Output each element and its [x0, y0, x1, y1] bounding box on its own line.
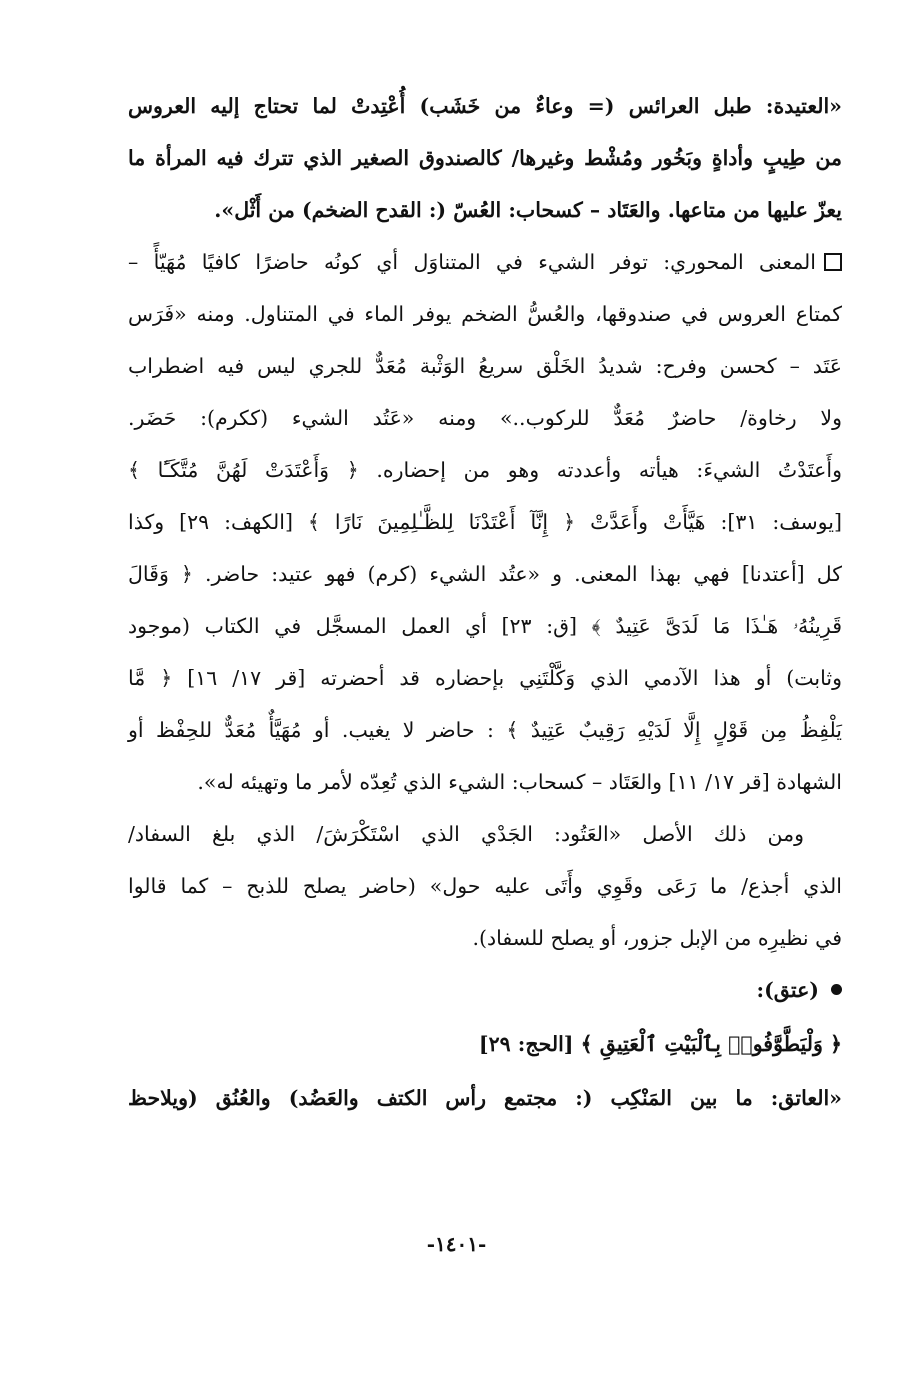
closing-line: «العاتق: ما بين المَنْكِب (: مجتمع رأس الكتف والعَضُد) والعُنُق (ويلاحظ — [128, 1086, 842, 1110]
definition-line: من طِيبٍ وأداةٍ وبَخُور ومُشْط وغيرها/ كالصندوق الصغير الذي تترك فيه المرأة ما — [128, 146, 842, 170]
core-meaning-line: قَرِينُهُۥ هَـٰذَا مَا لَدَىَّ عَتِيدٌ ﴾ [ق: ٢٣] أي العمل المسجَّل في الكتاب (موجود — [128, 614, 842, 638]
core-meaning-line: الشهادة [قر ١٧/ ١١] والعَتَاد – كسحاب: الشيء الذي تُعِدّه لأمر ما وتهيئه له». — [197, 770, 842, 794]
section-heading — [128, 964, 842, 1016]
derived-line: الذي أجذع/ ما رَعَى وقَوِي وأَتَى عليه حول» (حاضر يصلح للذبح – كما قالوا — [128, 874, 842, 898]
derived-line: ومن ذلك الأصل «العَتُود: الجَدْي الذي اسْتَكْرَشَ/ الذي بلغ السفاد/ — [128, 822, 804, 846]
core-meaning-line — [128, 236, 842, 288]
core-meaning-first-text: المعنى المحوري: توفر الشيء في المتناوَل أي كونُه حاضرًا كافيًا مُهَيّأً – — [128, 250, 816, 274]
quran-verse: ﴿ وَلْيَطَّوَّفُوا۟ بِٱلْبَيْتِ ٱلْعَتِيقِ ﴾ [الحج: ٢٩] — [478, 1032, 842, 1056]
square-checkbox-icon — [824, 253, 842, 271]
core-meaning-line: [يوسف: ٣١]: هَيَّأَتْ وأَعَدَّتْ ﴿ إِنَّآ أَعْتَدْنَا لِلظَّـٰلِمِينَ نَارًا ﴾ [الكهف: ٢٩] وكذا — [128, 510, 842, 534]
definition-line: «العتيدة: طبل العرائس (= وعاءٌ من خَشَب) أُعْتِدتْ لما تحتاج إليه العروس — [128, 94, 842, 118]
core-meaning-line: عَتَد – كحسن وفرح: شديدُ الخَلْق سريعُ الوَثْبة مُعَدٌّ للجري ليس فيه اضطراب — [128, 354, 842, 378]
definition-line: يعزّ عليها من متاعها. والعَتَاد – كسحاب: العُسّ (: القدح الضخم) من أَثْل». — [214, 198, 842, 222]
core-meaning-line: وأَعتَدْتُ الشيءَ: هيأته وأعددته وهو من إحضاره. ﴿ وَأَعْتَدَتْ لَهُنَّ مُتَّكَـًٔا ﴾ — [128, 458, 842, 482]
derived-line: في نظيرِه من الإبل جزور، أو يصلح للسفاد). — [472, 926, 842, 950]
page-number: -١٤٠١- — [426, 1232, 487, 1256]
core-meaning-line: كل [أعتدنا] فهي بهذا المعنى. و «عتُد الشيء (كرم) فهو عتيد: حاضر. ﴿ وَقَالَ — [128, 562, 842, 586]
bullet-icon — [831, 984, 842, 995]
section-title: (عتق): — [756, 978, 819, 1002]
core-meaning-line: يَلْفِظُ مِن قَوْلٍ إِلَّا لَدَيْهِ رَقِيبٌ عَتِيدٌ ﴾ : حاضر لا يغيب. أو مُهَيَّأٌ مُعَدٌّ للحِفْظ أو — [128, 718, 842, 742]
core-meaning-line: كمتاع العروس في صندوقها، والعُسُّ الضخم يوفر الماء في المتناول. ومنه «فَرَس — [128, 302, 842, 326]
core-meaning-line: وثابت) أو هذا الآدمي الذي وَكَّلْتَنِي بإحضاره قد أحضرته [قر ١٧/ ١٦] ﴿ مَّا — [128, 666, 842, 690]
core-meaning-line: ولا رخاوة/ حاضرٌ مُعَدٌّ للركوب..» ومنه «عَتُد الشيء (ككرم): حَضَر. — [128, 406, 842, 430]
page-text — [128, 80, 842, 1124]
